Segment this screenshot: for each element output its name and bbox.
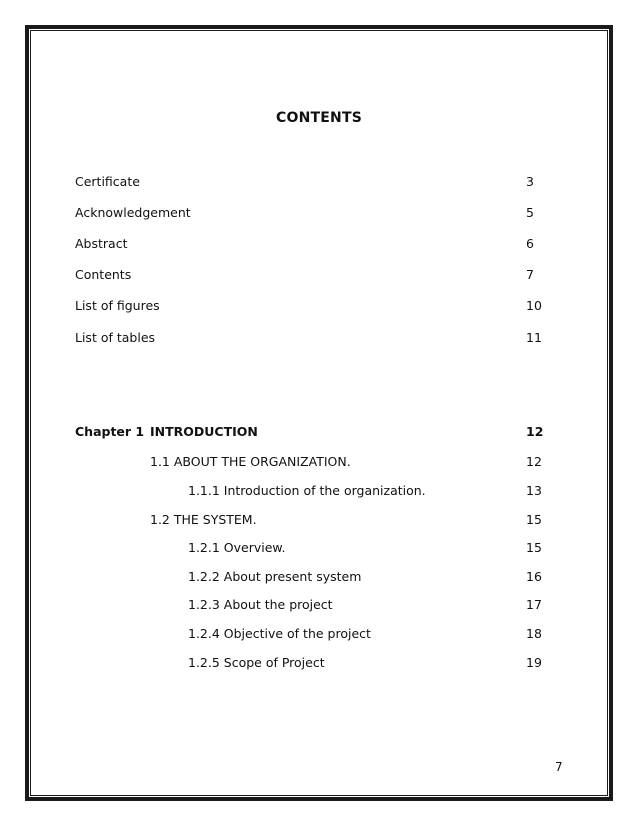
toc-section-label: 1.1 ABOUT THE ORGANIZATION. bbox=[150, 454, 351, 469]
toc-subsection-label: 1.1.1 Introduction of the organization. bbox=[188, 483, 426, 498]
page-title: CONTENTS bbox=[276, 110, 362, 126]
toc-subsection-label: 1.2.1 Overview. bbox=[188, 540, 286, 555]
toc-entry-page: 6 bbox=[526, 236, 534, 251]
toc-subsection bbox=[75, 654, 545, 672]
toc-entry bbox=[75, 329, 545, 347]
toc-entry-page: 10 bbox=[526, 298, 542, 313]
toc-entry bbox=[75, 173, 545, 191]
toc-section-label: 1.2 THE SYSTEM. bbox=[150, 512, 257, 527]
toc-subsection bbox=[75, 596, 545, 614]
toc-subsection-label: 1.2.2 About present system bbox=[188, 569, 362, 584]
chapter-heading bbox=[75, 423, 545, 441]
toc-section bbox=[75, 453, 545, 471]
toc-entry-page: 5 bbox=[526, 205, 534, 220]
toc-entry-label: Abstract bbox=[75, 236, 128, 251]
chapter-number: Chapter 1 bbox=[75, 424, 145, 439]
toc-subsection-page: 15 bbox=[526, 540, 542, 555]
toc-entry bbox=[75, 297, 545, 315]
toc-subsection-page: 13 bbox=[526, 483, 542, 498]
toc-subsection bbox=[75, 539, 545, 557]
toc-subsection-label: 1.2.4 Objective of the project bbox=[188, 626, 371, 641]
toc-entry-label: List of tables bbox=[75, 330, 156, 345]
toc-subsection bbox=[75, 482, 545, 500]
toc-section-page: 12 bbox=[526, 454, 542, 469]
chapter-page: 12 bbox=[526, 424, 544, 439]
toc-entry-page: 3 bbox=[526, 174, 534, 189]
toc-subsection bbox=[75, 568, 545, 586]
toc-subsection-label: 1.2.3 About the project bbox=[188, 597, 333, 612]
page-number: 7 bbox=[555, 760, 563, 774]
toc-entry bbox=[75, 204, 545, 222]
toc-subsection-page: 19 bbox=[526, 655, 542, 670]
toc-subsection bbox=[75, 625, 545, 643]
toc-subsection-label: 1.2.5 Scope of Project bbox=[188, 655, 325, 670]
toc-subsection-page: 17 bbox=[526, 597, 542, 612]
toc-entry-label: Acknowledgement bbox=[75, 205, 191, 220]
toc-entry-page: 11 bbox=[526, 330, 542, 345]
toc-entry bbox=[75, 266, 545, 284]
toc-subsection-page: 18 bbox=[526, 626, 542, 641]
toc-section-page: 15 bbox=[526, 512, 542, 527]
toc-entry-label: Contents bbox=[75, 267, 132, 282]
chapter-title: INTRODUCTION bbox=[150, 424, 258, 439]
toc-entry-label: List of figures bbox=[75, 298, 160, 313]
toc-section bbox=[75, 511, 545, 529]
toc-entry-page: 7 bbox=[526, 267, 534, 282]
page-border-inner bbox=[30, 30, 608, 796]
toc-subsection-page: 16 bbox=[526, 569, 542, 584]
toc-entry-label: Certificate bbox=[75, 174, 140, 189]
toc-entry bbox=[75, 235, 545, 253]
